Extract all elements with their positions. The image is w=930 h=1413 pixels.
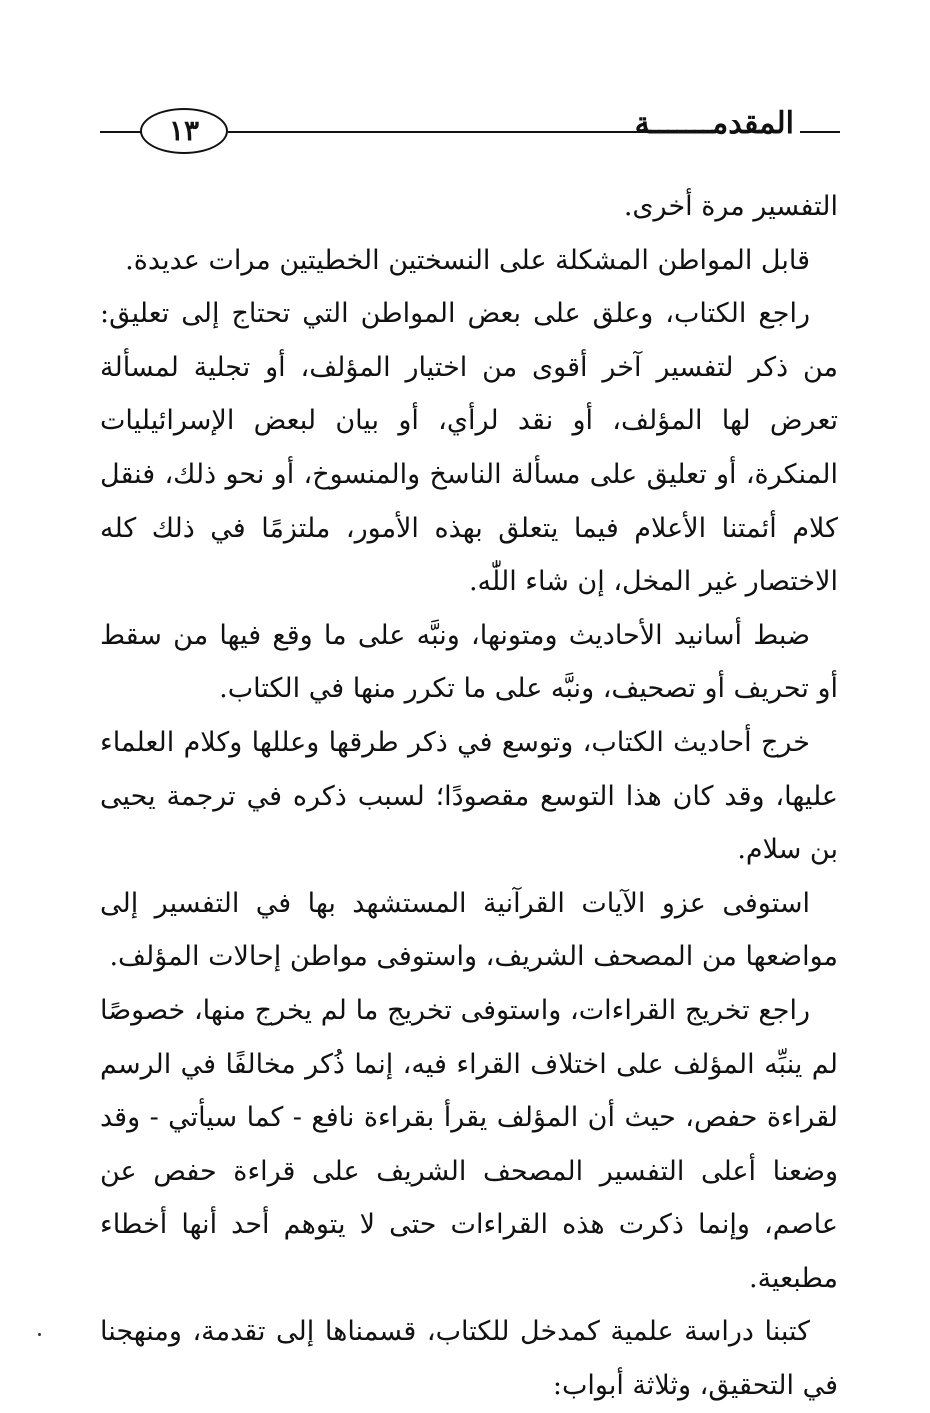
- scan-speck: [38, 1333, 41, 1336]
- page-header: [100, 100, 840, 160]
- paragraph: قابل المواطن المشكلة على النسختين الخطيتين مرات عديدة.: [125, 244, 810, 276]
- header-rule-left: [100, 131, 142, 133]
- header-rule-right: [800, 131, 840, 133]
- header-rule-middle: [228, 131, 658, 133]
- page-number: ١٣: [168, 114, 200, 147]
- paragraph: راجع الكتاب، وعلق على بعض المواطن التي تحتاج إلى تعليق: من ذكر لتفسير آخر أقوى من اختيار المؤلف، أو تجلية لمسألة تعرض لها المؤلف، أو نقد لرأي، أو بيان لبعض الإسرائيليات المنكرة، أو تعليق على مسألة الناسخ والمنسوخ، أو نحو ذلك، فنقل كلام أئمتنا الأعلام فيما يتعلق بهذه الأمور، ملتزمًا في ذلك كله الاختصار غير المخل، إن شاء اللّٰه.: [100, 298, 838, 598]
- body-text: [100, 180, 838, 1413]
- chapter-title: المقدمـــــــة: [634, 106, 794, 141]
- paragraph: راجع تخريج القراءات، واستوفى تخريج ما لم يخرج منها، خصوصًا لم ينبِّه المؤلف على اختلاف القراء فيه، إنما ذُكر مخالفًا في الرسم لقراءة حفص، حيث أن المؤلف يقرأ بقراءة نافع - كما سيأتي - وقد وضعنا أعلى التفسير المصحف الشريف على قراءة حفص عن عاصم، وإنما ذكرت هذه القراءات حتى لا يتوهم أحد أنها أخطاء مطبعية.: [100, 994, 838, 1294]
- paragraph-continuation: التفسير مرة أخرى.: [623, 191, 838, 222]
- paragraph: ضبط أسانيد الأحاديث ومتونها، ونبَّه على ما وقع فيها من سقط أو تحريف أو تصحيف، ونبَّه على ما تكرر منها في الكتاب.: [100, 619, 838, 705]
- paragraph: كتبنا دراسة علمية كمدخل للكتاب، قسمناها إلى تقدمة، ومنهجنا في التحقيق، وثلاثة أبواب:: [100, 1316, 838, 1402]
- paragraph: خرج أحاديث الكتاب، وتوسع في ذكر طرقها وعللها وكلام العلماء عليها، وقد كان هذا التوسع مقصودًا؛ لسبب ذكره في ترجمة يحيى بن سلام.: [100, 726, 838, 866]
- page-number-oval: [140, 108, 228, 154]
- paragraph: استوفى عزو الآيات القرآنية المستشهد بها في التفسير إلى مواضعها من المصحف الشريف، واستوفى مواطن إحالات المؤلف.: [100, 887, 838, 973]
